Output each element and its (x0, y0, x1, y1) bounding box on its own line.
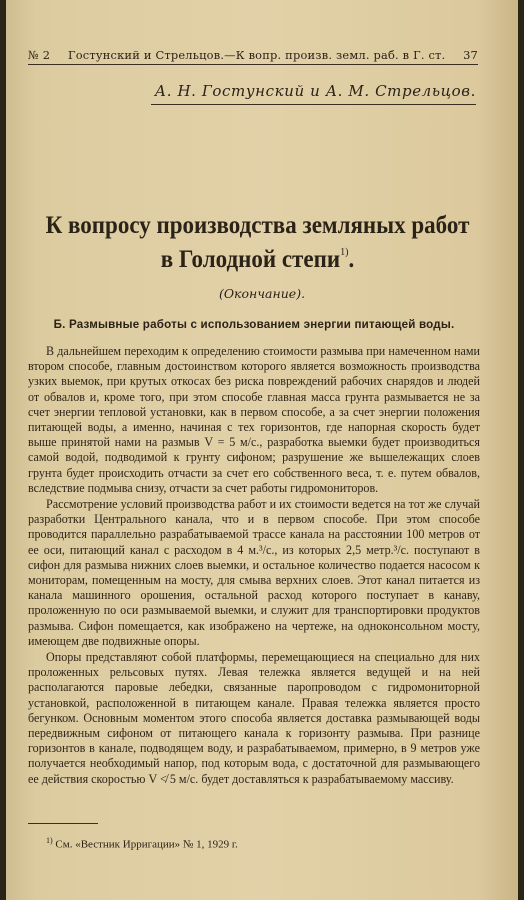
footnote-divider (28, 823, 98, 824)
running-head (28, 48, 478, 65)
running-title: Гостунский и Стрельцов.—К вопр. произв. земл. раб. в Г. ст. (67, 48, 446, 62)
title-line-2-text: в Голодной степи (160, 246, 341, 273)
paragraph: Опоры представляют собой платформы, перемещающиеся на специально для них проложенных рельсовых путях. Левая тележка является ведущей и на ней располагаются паровые лебедки, связанные паропроводом с гидромониторной установкой, расположенной в питающем канале. Правая тележка является просто бегунком. Основным моментом этого способа является доставка размывающей воды передвижным сифоном от питающего канала к горизонту размыва. При разнице горизонтов в канале, подводящем воду, и разрабатываемом, примерно, в 9 метров уже получается необходимый напор, под которым вода, с достаточной для размывающего ее действия скоростью V ≮ 5 м/с. будет доставляться к разрабатываемому массиву. (28, 650, 480, 786)
title-line-1: К вопросу производства земляных работ (45, 212, 470, 239)
title-line-2: в Голодной степи$^{1)}$. (160, 246, 355, 273)
footnote-text-line (28, 836, 480, 851)
paragraph: Рассмотрение условий производства работ и их стоимости ведется на тот же случай разработки Центрального канала, что и в первом способе. При этом способе проводится параллельно разрабатываемой трассе канала на расстоянии 100 метров от ее оси, питающий канал с расходом в 4 м.³/с., из которых 2,5 метр.³/с. поступают в сифон для размыва нижних слоев выемки, и остальное количество подается насосом к мониторам, помещенным на мосту, для смыва верхних слоев. Этот канал питается из канала машинного орошения, остальной расход которого поступает в канаву, проложенную по оси размываемой выемки, и служит для транспортировки продуктов размыва. Сифон помещается, как изображено на чертеже, на одноконсольном мосту, имеющем две подвижные опоры. (28, 497, 480, 648)
title-footnote-mark: 1) (340, 246, 349, 258)
journal-issue: № 2 (28, 48, 51, 62)
continuation-note: (Окончание). (218, 286, 306, 301)
section-heading: Б. Размывные работы с использованием энергии питающей воды. (53, 318, 455, 331)
document-page (6, 0, 518, 900)
page-number: 37 (463, 48, 478, 62)
footnote-mark: 1) (46, 836, 53, 845)
article-body (28, 344, 480, 788)
authors-line: А. Н. Гостунский и А. М. Стрельцов. (151, 82, 476, 105)
paragraph: В дальнейшем переходим к определению стоимости размыва при намеченном нами втором способе, главным достоинством которого является возможность производства узких выемок, при крутых откосах без риска повреждений рабочих снарядов и людей от обвалов и, кроме того, при этом способе главная масса грунта размывается не за счет энергии тепловой установки, как в первом способе, а за счет энергии положения питающей воды, а именно, начиная с тех горизонтов, где напорная скорость будет выше принятой нами на размыв V = 5 м/с., разработка выемки будет производиться самой водой, подводимой к грунту сифоном; разрушение же вышележащих слоев грунта будет происходить отчасти за счет его собственного веса, т. е. путем обвалов, вследствие подмыва снизу, отчасти за счет работы гидромониторов. (28, 344, 480, 495)
footnote (28, 823, 480, 851)
footnote-text: См. «Вестник Ирригации» № 1, 1929 г. (55, 838, 238, 851)
article-title (39, 212, 476, 273)
